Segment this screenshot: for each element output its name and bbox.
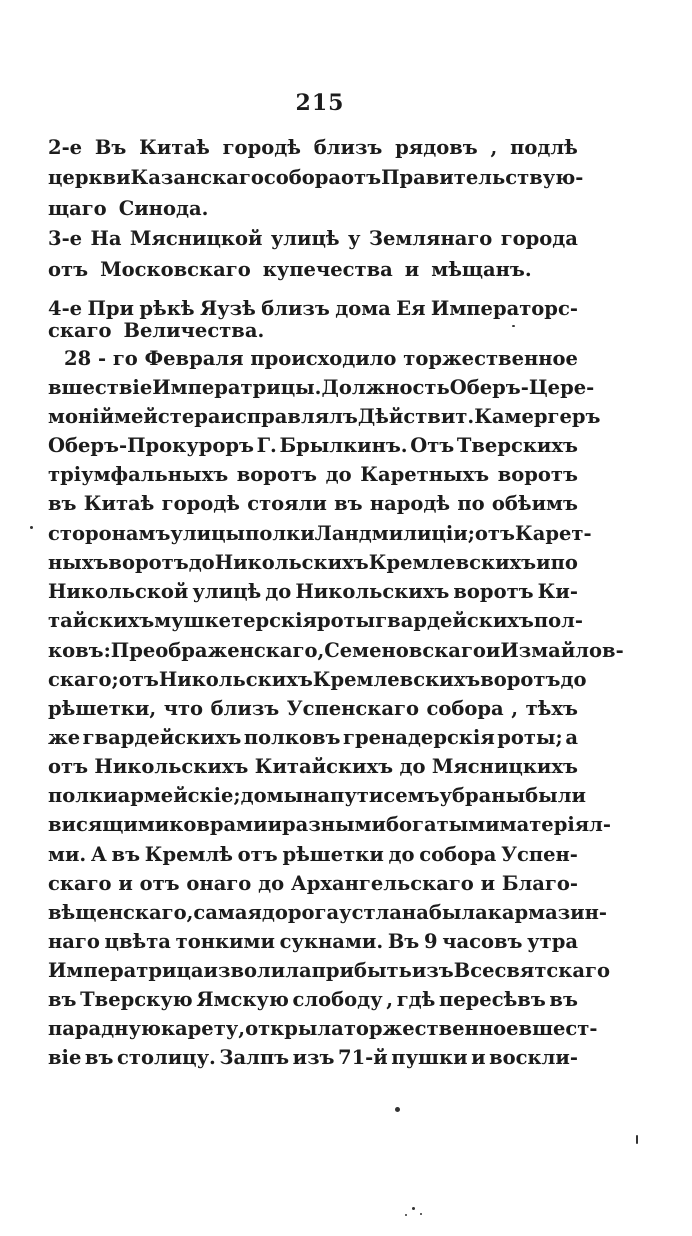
word: Ки- — [537, 580, 578, 603]
word: Отъ — [410, 434, 455, 457]
scan-speck — [405, 1214, 407, 1216]
word: Должность — [321, 376, 450, 399]
word: гвардейскихъ — [375, 609, 534, 632]
word: Кремлевскихъ — [368, 551, 537, 574]
word: открыла — [245, 1017, 344, 1040]
word: Залпъ — [219, 1046, 290, 1069]
word: отъ — [474, 522, 515, 545]
word: воротъ — [108, 551, 189, 574]
word: моніймейстера — [48, 405, 221, 428]
word: отъ — [237, 843, 278, 866]
word: Г. — [256, 434, 277, 457]
word: - — [97, 347, 107, 370]
word: собора — [426, 697, 504, 720]
word: Семеновскаго — [324, 639, 486, 662]
word: улицѣ — [270, 227, 340, 250]
word: При — [87, 297, 134, 320]
word: пути — [330, 784, 384, 807]
word: и — [485, 639, 501, 662]
word: отъ — [139, 872, 180, 895]
word: парадную — [48, 1017, 161, 1040]
word: тонкими — [175, 930, 275, 953]
word: города — [500, 227, 578, 250]
word: Карет- — [514, 522, 592, 545]
word: Измайлов- — [500, 639, 624, 662]
text-line — [48, 373, 595, 403]
word: самая — [193, 901, 262, 924]
word: пол- — [533, 609, 583, 632]
text-line — [48, 927, 578, 957]
word: Китаѣ — [139, 136, 210, 159]
text-line — [48, 194, 578, 224]
word: утра — [527, 930, 578, 953]
word: воротъ — [497, 463, 578, 486]
word: матеріял- — [499, 813, 611, 836]
word: гвардейскихъ — [82, 726, 242, 749]
scan-speck — [30, 526, 33, 529]
word: что — [163, 697, 204, 720]
word: воротъ — [480, 668, 561, 691]
word: гдѣ — [396, 988, 436, 1011]
word: Землянаго — [368, 227, 493, 250]
word: городѣ — [222, 136, 301, 159]
word: полки — [245, 522, 315, 545]
word: Успенскаго — [286, 697, 419, 720]
word: Тверскихъ — [456, 434, 578, 457]
word: Успен- — [501, 843, 578, 866]
word: подлѣ — [510, 136, 578, 159]
word: въ — [48, 492, 77, 515]
word: Преображенскаго, — [110, 639, 325, 662]
word: разными — [282, 813, 386, 836]
word: до — [188, 551, 215, 574]
text-line — [48, 163, 584, 193]
word: изволила — [203, 959, 312, 982]
word: Никольскихъ — [214, 551, 369, 574]
word: , — [490, 136, 498, 159]
word: рѣшетки — [282, 843, 384, 866]
word: гренадерскія — [343, 726, 495, 749]
word: кармазин- — [487, 901, 607, 924]
text-line — [48, 985, 578, 1015]
word: рѣшетки, — [48, 697, 157, 720]
word: дорога — [261, 901, 340, 924]
word: Яузѣ — [199, 297, 256, 320]
word: устлана — [339, 901, 429, 924]
text-line — [48, 723, 578, 753]
text-line — [48, 840, 578, 870]
word: стояли — [247, 492, 327, 515]
word: вшествіе — [48, 376, 153, 399]
word: Казанскаго — [130, 166, 264, 189]
word: у — [348, 227, 361, 250]
word: купечества — [262, 258, 393, 281]
text-line — [48, 133, 578, 163]
word: по — [550, 551, 578, 574]
word: Дѣйствит. — [357, 405, 475, 428]
word: 28 — [64, 347, 92, 370]
word: и — [267, 813, 283, 836]
word: рядовъ — [395, 136, 478, 159]
word: армейскіе; — [117, 784, 241, 807]
word: карету, — [160, 1017, 246, 1040]
word: Архангельскаго — [290, 872, 474, 895]
word: скаго; — [48, 668, 119, 691]
word: Императрицы. — [152, 376, 322, 399]
word: слободу — [292, 988, 383, 1011]
word: Императрица — [48, 959, 204, 982]
text-line — [48, 956, 610, 986]
text-line — [48, 402, 601, 432]
word: Благо- — [501, 872, 578, 895]
word: торжественное — [403, 347, 578, 370]
word: Никольскихъ — [295, 580, 450, 603]
word: торжественное — [343, 1017, 519, 1040]
word: Ландмилиціи; — [314, 522, 475, 545]
word: домы — [240, 784, 304, 807]
word: убраны — [439, 784, 526, 807]
word: Тверскую — [80, 988, 193, 1011]
word: На — [90, 227, 122, 250]
text-line — [48, 898, 607, 928]
word: Ея — [396, 297, 426, 320]
word: отъ — [118, 668, 159, 691]
word: 2-е — [48, 136, 83, 159]
word: Мясницкихъ — [431, 755, 578, 778]
word: ныхъ — [48, 551, 109, 574]
word: прибыть — [311, 959, 412, 982]
word: и — [404, 258, 420, 281]
word: Мясницкой — [129, 227, 263, 250]
word: наго — [48, 930, 100, 953]
text-line — [48, 224, 578, 254]
word: близъ — [261, 297, 330, 320]
word: щаго — [48, 197, 107, 220]
word: была — [428, 901, 488, 924]
text-line — [48, 810, 611, 840]
word: сукнами. — [279, 930, 384, 953]
word: отъ — [48, 755, 89, 778]
text-line — [48, 577, 578, 607]
word: вшест- — [518, 1017, 598, 1040]
word: Императорс- — [430, 297, 578, 320]
word: дома — [335, 297, 391, 320]
word: вѣщенскаго, — [48, 901, 194, 924]
text-line — [48, 752, 578, 782]
word: висящими — [48, 813, 170, 836]
word: Китаѣ — [83, 492, 155, 515]
word: и — [480, 872, 496, 895]
word: Оберъ-Прокуроръ — [48, 434, 254, 457]
word: городѣ — [161, 492, 240, 515]
word: отъ — [341, 166, 382, 189]
word: улицѣ — [192, 580, 262, 603]
word: близъ — [313, 136, 383, 159]
word: часовъ — [442, 930, 523, 953]
word: Правительствую- — [381, 166, 584, 189]
word: роты — [316, 609, 376, 632]
word: и — [536, 551, 551, 574]
word: , — [386, 988, 394, 1011]
word: скаго — [48, 319, 112, 342]
word: воротъ — [236, 463, 317, 486]
word: до — [258, 872, 285, 895]
word: онаго — [186, 872, 252, 895]
word: Никольскихъ — [158, 668, 313, 691]
word: мушкетерскія — [154, 609, 317, 632]
word: исправлялъ — [220, 405, 358, 428]
word: 3-е — [48, 227, 83, 250]
word: Никольскихъ — [94, 755, 249, 778]
word: на — [303, 784, 331, 807]
word: скаго — [48, 872, 112, 895]
word: въ — [549, 988, 578, 1011]
word: въ — [48, 988, 77, 1011]
word: Московскаго — [100, 258, 251, 281]
scan-speck — [512, 325, 515, 327]
word: столицу. — [116, 1046, 216, 1069]
text-line — [48, 460, 578, 490]
word: до — [265, 580, 292, 603]
word: въ — [84, 1046, 114, 1069]
word: А — [90, 843, 107, 866]
word: мѣщанъ. — [431, 258, 532, 281]
word: по — [457, 492, 485, 515]
word: изъ — [411, 959, 454, 982]
word: тѣхъ — [525, 697, 578, 720]
word: обѣимъ — [491, 492, 578, 515]
word: близъ — [210, 697, 280, 720]
word: тріумфальныхъ — [48, 463, 229, 486]
word: цвѣта — [104, 930, 171, 953]
word: до — [560, 668, 587, 691]
word: 9 — [423, 930, 438, 953]
word: отъ — [48, 258, 89, 281]
text-line — [48, 489, 578, 519]
word: Величества. — [123, 319, 265, 342]
word: Никольской — [48, 580, 189, 603]
word: рѣкѣ — [139, 297, 195, 320]
word: въ — [111, 843, 141, 866]
text-line — [64, 344, 578, 374]
text-line — [48, 431, 578, 461]
word: и — [118, 872, 133, 895]
word: собора — [419, 843, 497, 866]
word: семъ — [383, 784, 440, 807]
word: а — [565, 726, 578, 749]
scan-speck — [395, 1107, 400, 1112]
word: собора — [263, 166, 341, 189]
word: сторонамъ — [48, 522, 171, 545]
word: воротъ — [453, 580, 534, 603]
word: Ямскую — [196, 988, 289, 1011]
word: и — [471, 1046, 486, 1069]
text-line — [48, 548, 578, 578]
word: были — [525, 784, 586, 807]
word: Кремлевскихъ — [312, 668, 481, 691]
word: 4-е — [48, 297, 83, 320]
word: же — [48, 726, 81, 749]
word: улицы — [170, 522, 246, 545]
word: 71-й — [338, 1046, 388, 1069]
word: до — [388, 843, 415, 866]
text-line — [48, 665, 587, 695]
text-line — [48, 636, 624, 666]
word: воскли- — [489, 1046, 578, 1069]
text-line — [48, 869, 578, 899]
word: віе — [48, 1046, 82, 1069]
word: тайскихъ — [48, 609, 155, 632]
word: полковъ — [243, 726, 341, 749]
word: го — [112, 347, 138, 370]
text-line — [48, 1043, 578, 1073]
word: коврами — [169, 813, 268, 836]
word: ми. — [48, 843, 87, 866]
text-line — [48, 694, 578, 724]
text-line — [48, 316, 578, 346]
word: , — [511, 697, 519, 720]
word: пересѣвъ — [438, 988, 546, 1011]
word: Брылкинъ. — [279, 434, 408, 457]
word: Всесвятскаго — [453, 959, 610, 982]
word: Оберъ-Цере- — [449, 376, 595, 399]
text-line — [48, 255, 578, 285]
scan-speck — [412, 1207, 415, 1210]
word: Каретныхъ — [360, 463, 490, 486]
word: Февраля — [144, 347, 244, 370]
word: народѣ — [369, 492, 451, 515]
word: богатыми — [385, 813, 500, 836]
word: роты; — [497, 726, 563, 749]
word: Въ — [387, 930, 420, 953]
word: Китайскихъ — [254, 755, 394, 778]
word: полки — [48, 784, 118, 807]
word: Синода. — [118, 197, 209, 220]
scan-speck — [636, 1135, 638, 1144]
word: Кремлѣ — [144, 843, 233, 866]
text-line — [48, 519, 592, 549]
word: церкви — [48, 166, 131, 189]
word: происходило — [250, 347, 397, 370]
word: въ — [334, 492, 363, 515]
word: Въ — [94, 136, 127, 159]
word: пушки — [391, 1046, 468, 1069]
word: Камергеръ — [474, 405, 601, 428]
text-line — [48, 781, 586, 811]
page-number: 215 — [295, 90, 345, 116]
word: ковъ: — [48, 639, 111, 662]
word: до — [325, 463, 352, 486]
scan-speck — [420, 1213, 422, 1215]
word: изъ — [292, 1046, 335, 1069]
word: до — [399, 755, 426, 778]
text-line — [48, 606, 583, 636]
text-line — [48, 1014, 598, 1044]
